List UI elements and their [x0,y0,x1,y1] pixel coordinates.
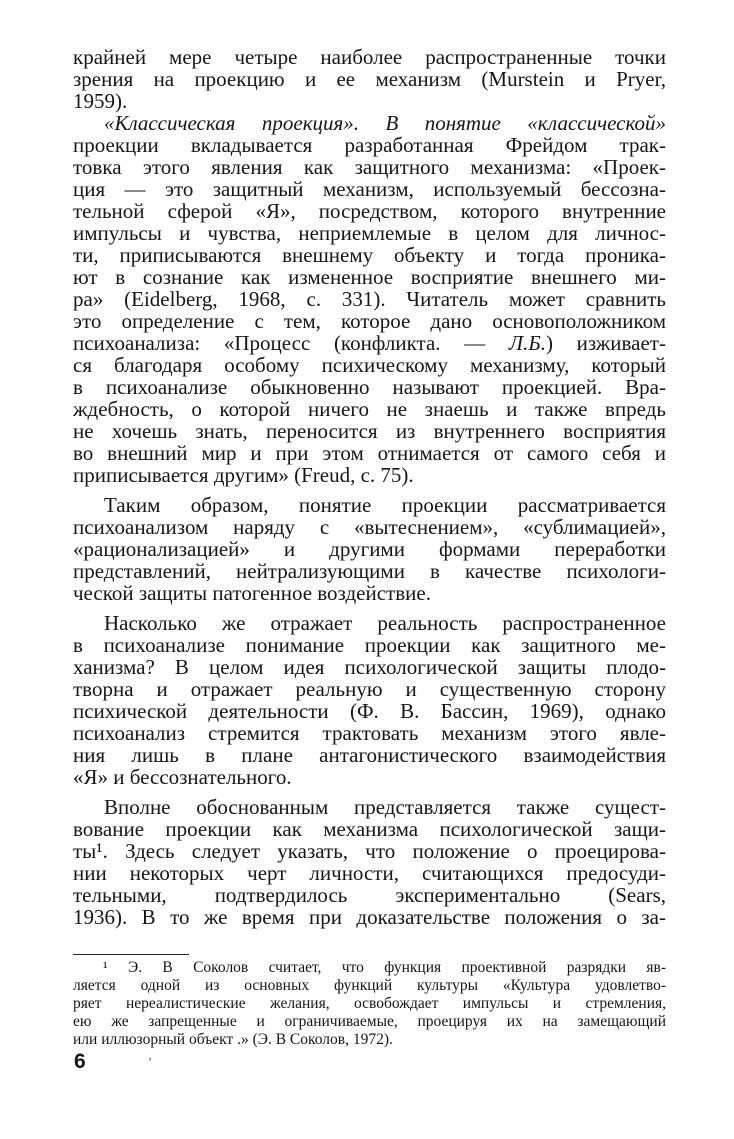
body-line: это определение с тем, которое дано основоположником [73,309,666,333]
body-line: проекции вкладывается разработанная Фрейдом трак- [73,133,666,157]
body-line: вование проекции как механизма психологической защи- [73,817,666,841]
body-line: тельными, подтвердилось экспериментально (Sears, [73,883,666,907]
body-line: приписывается другим» (Freud, с. 75). [73,463,414,487]
body-line: представлений, нейтрализующими в качестве психологи- [73,559,666,583]
body-line: Вполне обоснованным представляется также сущест- [104,795,666,819]
body-line: импульсы и чувства, неприемлемые в целом для личнос- [73,221,666,245]
body-line: в психоанализе понимание проекции как защитного ме- [73,633,666,657]
body-line: ханизма? В целом идея психологической защиты плодо- [73,655,666,679]
page-text [73,46,666,1049]
footnote-line: или иллюзорный объект .» (Э. В Соколов, 1972). [73,1031,393,1048]
footnote-line: ляется одной из основных функций культуры «Культура удовлетво- [73,977,666,994]
footnote-divider [73,954,189,955]
body-line: Насколько же отражает реальность распространенное [104,611,666,635]
body-line: психической деятельности (Ф. В. Бассин, 1969), однако [73,699,666,723]
body-line: зрения на проекцию и ее механизм (Murstein и Pryer, [73,67,666,91]
body-line: ты¹. Здесь следует указать, что положение о проецирова- [73,839,666,863]
body-line: ся благодаря особому психическому механизму, который [73,353,666,377]
body-line: психоанализом наряду с «вытеснением», «сублимацией», [73,515,666,539]
body-line: ция — это защитный механизм, используемый бессозна- [73,177,666,201]
body-line: психоанализа: «Процесс (конфликта. — Л.Б.) изживает- [73,331,666,355]
body-line: в психоанализе обыкновенно называют проекцией. Вра- [73,375,666,399]
body-line: ра» (Eidelberg, 1968, с. 331). Читатель может сравнить [73,287,666,311]
footnote-line: ¹ Э. В Соколов считает, что функция проективной разрядки яв- [103,959,666,976]
body-line: не хочешь знать, переносится из внутреннего восприятия [73,419,666,443]
body-line: Таким образом, понятие проекции рассматривается [104,493,666,517]
body-line: творна и отражает реальную и существенную сторону [73,677,666,701]
body-line: ческой защиты патогенное воздействие. [73,581,431,605]
body-line: во внешний мир и при этом отнимается от самого себя и [73,441,666,465]
body-line: ти, приписываются внешнему объекту и тогда проника- [73,243,666,267]
body-line: ют в сознание как измененное восприятие внешнего ми- [73,265,666,289]
page-number: 6 [74,1050,86,1073]
footnote-line: ею же запрещенные и ограничиваемые, проецируя их на замещающий [73,1013,666,1030]
stray-mark: ʼ [148,1055,152,1069]
body-line: тельной сферой «Я», посредством, которого внутренние [73,199,666,223]
body-line: ждебность, о которой ничего не знаешь и также впредь [73,397,666,421]
body-line: крайней мере четыре наиболее распространенные точки [73,45,666,69]
section-heading-line: «Классическая проекция». В понятие «классической» [104,111,666,135]
author-initials: Л.Б. [508,331,546,355]
body-line: товка этого явления как защитного механизма: «Проек- [73,155,666,179]
body-line: 1936). В то же время при доказательстве положения о за- [73,905,666,929]
footnote-line: ряет нереалистические желания, освобождает импульсы и стремления, [73,995,666,1012]
body-line: «рационализацией» и другими формами переработки [73,537,666,561]
body-line: «Я» и бессознательного. [73,765,292,789]
body-line: ния лишь в плане антагонистического взаимодействия [73,743,666,767]
body-line: психоанализ стремится трактовать механизм этого явле- [73,721,666,745]
body-line: нии некоторых черт личности, считающихся предосуди- [73,861,666,885]
body-line: 1959). [73,89,128,113]
